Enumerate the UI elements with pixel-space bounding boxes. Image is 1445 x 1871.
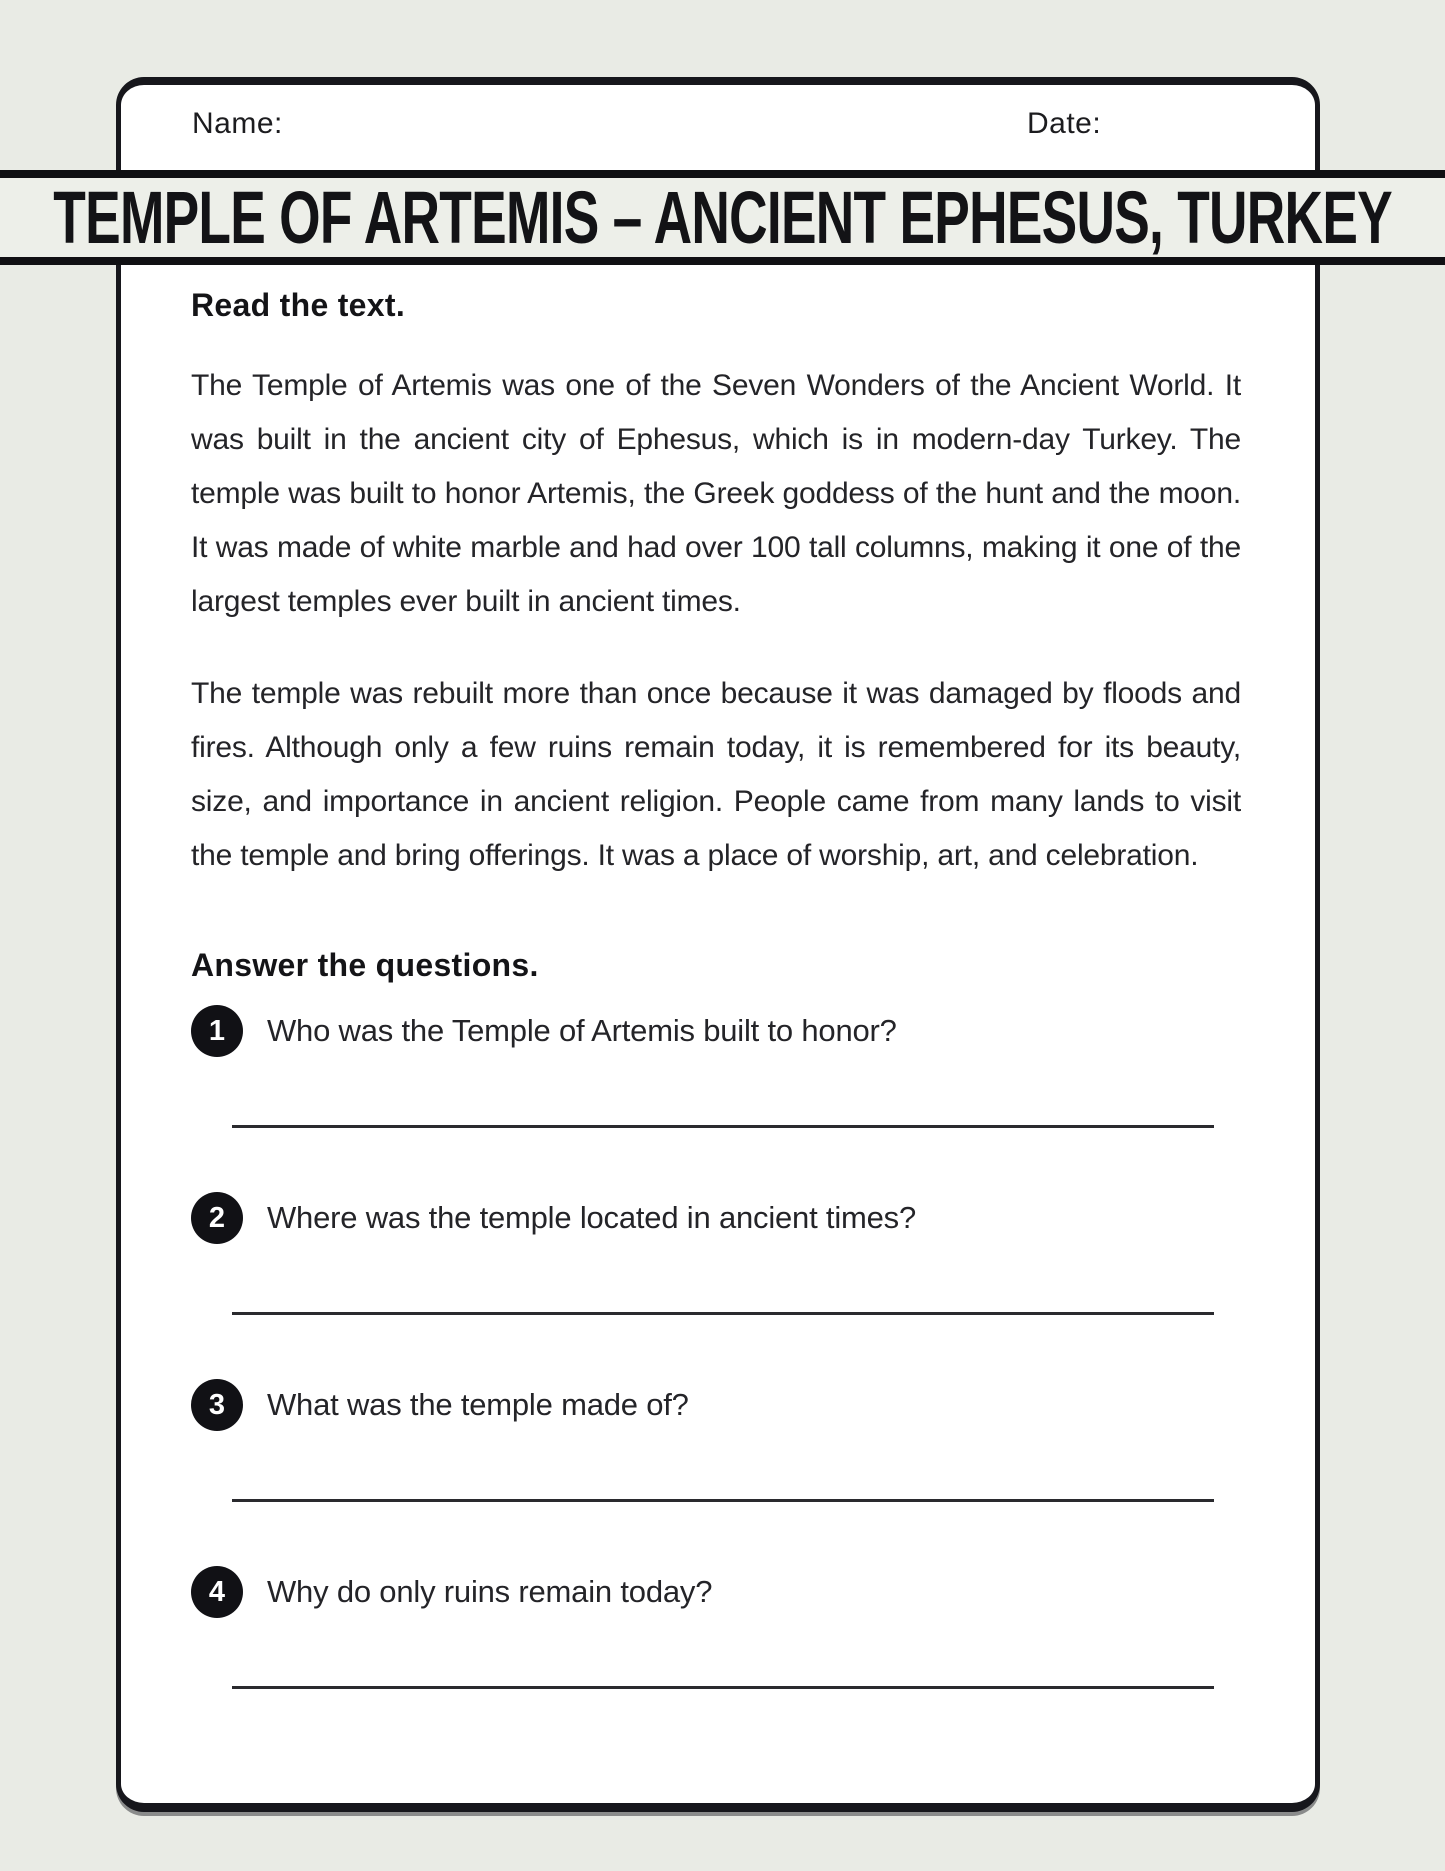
question-text: Who was the Temple of Artemis built to honor? xyxy=(267,1013,897,1048)
question-row xyxy=(191,1005,1241,1057)
question-item-1 xyxy=(191,1005,1241,1128)
reading-paragraph-2: The temple was rebuilt more than once because it was damaged by floods and fires. Although only a few ruins remain today, it is remembered for its beauty, size, and importance in ancient religion. People came from many lands to visit the temple and bring offerings. It was a place of worship, art, and celebration. xyxy=(191,677,1241,872)
question-number-badge: 2 xyxy=(191,1192,243,1244)
question-row xyxy=(191,1379,1241,1431)
answer-line xyxy=(232,1686,1214,1689)
question-item-4 xyxy=(191,1566,1241,1689)
question-number-badge: 3 xyxy=(191,1379,243,1431)
title-banner xyxy=(0,170,1445,265)
answer-line xyxy=(232,1499,1214,1502)
date-label: Date: xyxy=(1027,107,1102,140)
name-date-row xyxy=(121,85,1315,170)
worksheet-content xyxy=(121,265,1315,1689)
answer-instruction: Answer the questions. xyxy=(191,947,539,983)
answer-line xyxy=(232,1312,1214,1315)
worksheet-title: TEMPLE OF ARTEMIS – ANCIENT EPHESUS, TURKEY xyxy=(53,176,1392,259)
question-row xyxy=(191,1566,1241,1618)
answer-line xyxy=(232,1125,1214,1128)
read-instruction: Read the text. xyxy=(191,287,406,323)
question-item-2 xyxy=(191,1192,1241,1315)
question-text: What was the temple made of? xyxy=(267,1387,689,1422)
question-number-badge: 1 xyxy=(191,1005,243,1057)
worksheet-card xyxy=(116,77,1320,1812)
question-text: Where was the temple located in ancient times? xyxy=(267,1200,917,1235)
name-label: Name: xyxy=(192,107,283,140)
question-text: Why do only ruins remain today? xyxy=(267,1574,713,1609)
reading-paragraph-1: The Temple of Artemis was one of the Seven Wonders of the Ancient World. It was built in the ancient city of Ephesus, which is in modern-day Turkey. The temple was built to honor Artemis, the Greek goddess of the hunt and the moon. It was made of white marble and had over 100 tall columns, making it one of the largest temples ever built in ancient times. xyxy=(191,369,1241,618)
question-row xyxy=(191,1192,1241,1244)
question-number-badge: 4 xyxy=(191,1566,243,1618)
question-item-3 xyxy=(191,1379,1241,1502)
